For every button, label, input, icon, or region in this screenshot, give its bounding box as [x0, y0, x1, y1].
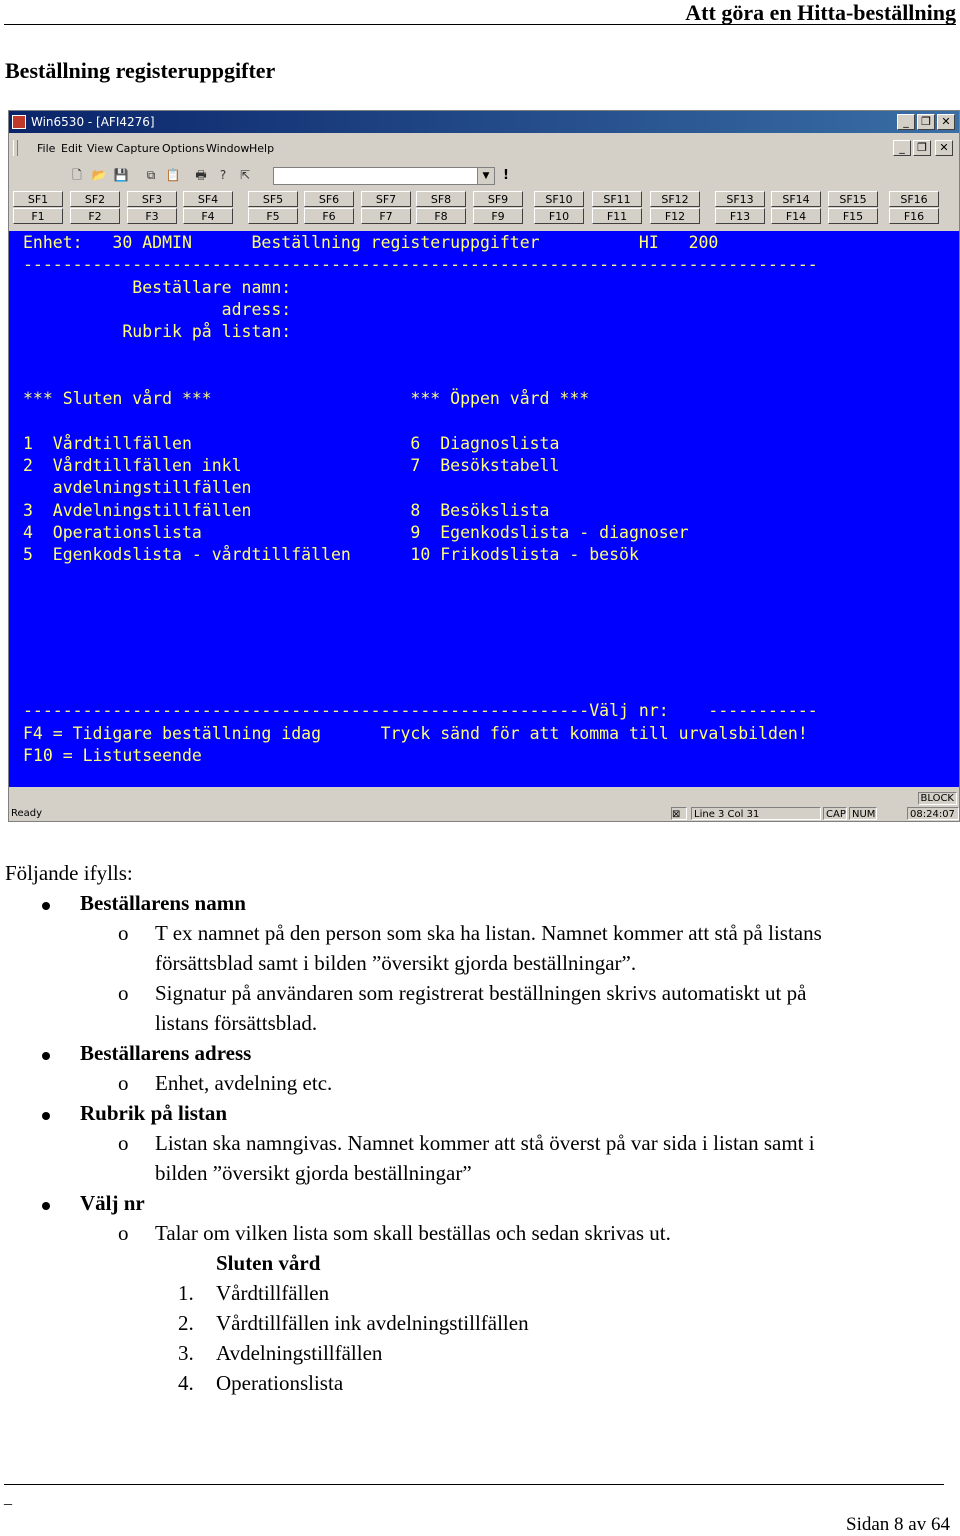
fkey-top-12[interactable]: SF12	[650, 191, 700, 207]
cap-indicator: CAP	[823, 807, 847, 820]
copy-icon[interactable]: ⧉	[146, 168, 156, 182]
fkey-bottom-12[interactable]: F12	[650, 208, 700, 224]
menu-help[interactable]: Help	[249, 142, 275, 155]
paragraph-line: Signatur på användaren som registrerat beställningen skrivs automatiskt ut på	[155, 981, 807, 1005]
fkey-top-15[interactable]: SF15	[828, 191, 878, 207]
status-bar	[9, 791, 959, 821]
header-rule	[4, 24, 956, 25]
screen-line: 3 Avdelningstillfällen 8 Besökslista	[23, 500, 550, 520]
bullet-icon	[42, 1052, 50, 1060]
context-help-icon[interactable]: ⇱	[239, 168, 251, 182]
screen-line: 1 Vårdtillfällen 6 Diagnoslista	[23, 433, 560, 453]
screen-line: 4 Operationslista 9 Egenkodslista - diagnoser	[23, 522, 689, 542]
fkey-top-2[interactable]: SF2	[70, 191, 120, 207]
menu-options[interactable]: Options	[162, 142, 205, 155]
list-number: 1.	[178, 1281, 194, 1305]
menubar	[9, 137, 959, 159]
bullet-heading-adress: Beställarens adress	[80, 1041, 252, 1065]
paragraph-line: Listan ska namngivas. Namnet kommer att stå överst på var sida i listan samt i	[155, 1131, 815, 1155]
screen-line: F4 = Tidigare beställning idag Tryck sänd för att komma till urvalsbilden!	[23, 723, 808, 743]
num-indicator: NUM	[849, 807, 877, 820]
paragraph-line: T ex namnet på den person som ska ha listan. Namnet kommer att stå på listans	[155, 921, 822, 945]
section-title: Beställning registeruppgifter	[5, 58, 276, 83]
paste-icon[interactable]: 📋	[165, 168, 181, 182]
bullet-heading-valj: Välj nr	[80, 1191, 145, 1215]
paragraph-line: försättsblad samt i bilden ”översikt gjorda beställningar”.	[155, 951, 637, 975]
fkey-bottom-15[interactable]: F15	[828, 208, 878, 224]
screen-line: Beställare namn:	[23, 277, 292, 297]
fkey-top-7[interactable]: SF7	[361, 191, 411, 207]
fkey-top-16[interactable]: SF16	[889, 191, 939, 207]
menu-capture[interactable]: Capture	[116, 142, 160, 155]
list-item: Avdelningstillfällen	[216, 1341, 383, 1365]
paragraph-line: listans försättsblad.	[155, 1011, 318, 1035]
fkey-top-9[interactable]: SF9	[473, 191, 523, 207]
screen-line: avdelningstillfällen	[23, 478, 252, 498]
fkey-bottom-14[interactable]: F14	[771, 208, 821, 224]
footer-dash: _	[4, 1490, 12, 1507]
restore-icon[interactable]: ❐	[917, 114, 935, 130]
fkey-top-6[interactable]: SF6	[304, 191, 354, 207]
screen-line: Enhet: 30 ADMIN Beställning registeruppgifter HI 200	[23, 233, 719, 252]
screen-line: ---------------------------------------------------------Välj nr: -----------	[23, 701, 818, 721]
block-indicator: BLOCK	[918, 792, 958, 805]
sub-heading: Sluten vård	[216, 1251, 321, 1275]
sub-bullet-marker: o	[118, 1221, 129, 1245]
help-icon[interactable]: ?	[219, 168, 227, 182]
page-number: Sidan 8 av 64	[846, 1514, 950, 1535]
bullet-heading-namn: Beställarens namn	[80, 891, 246, 915]
chevron-down-icon[interactable]: ▼	[477, 168, 494, 184]
footer-rule	[4, 1484, 944, 1485]
fkey-bottom-8[interactable]: F8	[416, 208, 466, 224]
terminal-window-screenshot	[8, 110, 960, 822]
screen-line: adress:	[23, 299, 292, 319]
sub-bullet-marker: o	[118, 1071, 129, 1095]
status-ready: Ready	[11, 808, 43, 819]
screen-line: --------------------------------------------------------------------------------	[23, 255, 818, 275]
bullet-icon	[42, 1112, 50, 1120]
paragraph-line: bilden ”översikt gjorda beställningar”	[155, 1161, 472, 1185]
minimize-icon[interactable]: _	[897, 114, 915, 130]
list-number: 4.	[178, 1371, 194, 1395]
fkey-top-5[interactable]: SF5	[248, 191, 298, 207]
fkey-top-3[interactable]: SF3	[127, 191, 177, 207]
mdi-restore-icon[interactable]: ❐	[913, 140, 931, 156]
print-icon[interactable]: 🖶	[195, 168, 207, 182]
clock: 08:24:07	[907, 807, 959, 820]
lock-icon: ⊠	[671, 807, 687, 820]
bullet-icon	[42, 1202, 50, 1210]
list-item: Vårdtillfällen	[216, 1281, 330, 1305]
paragraph-line: Enhet, avdelning etc.	[155, 1071, 333, 1095]
menu-file[interactable]: File	[37, 142, 56, 155]
intro-text: Följande ifylls:	[5, 861, 133, 885]
paragraph-line: Talar om vilken lista som skall beställas och sedan skrivas ut.	[155, 1221, 671, 1245]
window-title: Win6530 - [AFI4276]	[31, 115, 155, 129]
toolbar-combobox[interactable]	[273, 167, 495, 185]
mdi-minimize-icon[interactable]: _	[893, 140, 911, 156]
window-titlebar	[9, 111, 959, 133]
screen-line: 2 Vårdtillfällen inkl 7 Besökstabell	[23, 456, 560, 475]
fkey-bottom-5[interactable]: F5	[248, 208, 298, 224]
app-icon	[12, 115, 26, 129]
list-item: Vårdtillfällen ink avdelningstillfällen	[216, 1311, 529, 1335]
fkey-bottom-1[interactable]: F1	[13, 208, 63, 224]
fkey-top-8[interactable]: SF8	[416, 191, 466, 207]
menu-window[interactable]: Window	[206, 142, 250, 155]
function-key-bar	[13, 191, 955, 227]
open-folder-icon[interactable]: 📂	[91, 168, 107, 182]
fkey-bottom-16[interactable]: F16	[889, 208, 939, 224]
fkey-top-4[interactable]: SF4	[183, 191, 233, 207]
list-item: Operationslista	[216, 1371, 344, 1395]
screen-line: *** Sluten vård *** *** Öppen vård ***	[23, 389, 590, 409]
fkey-top-14[interactable]: SF14	[771, 191, 821, 207]
document-title: Att göra en Hitta-beställning	[685, 0, 956, 25]
fkey-bottom-13[interactable]: F13	[715, 208, 765, 224]
sub-bullet-marker: o	[118, 981, 129, 1005]
screen-line: F10 = Listutseende	[23, 745, 202, 765]
fkey-top-11[interactable]: SF11	[592, 191, 642, 207]
cursor-position: Line 3 Col 31	[691, 807, 821, 820]
exclamation-icon[interactable]: !	[503, 168, 509, 183]
fkey-bottom-2[interactable]: F2	[70, 208, 120, 224]
fkey-bottom-11[interactable]: F11	[592, 208, 642, 224]
screen-line: 5 Egenkodslista - vårdtillfällen 10 Frikodslista - besök	[23, 545, 639, 565]
fkey-bottom-9[interactable]: F9	[473, 208, 523, 224]
fkey-bottom-6[interactable]: F6	[304, 208, 354, 224]
sub-bullet-marker: o	[118, 921, 129, 945]
fkey-bottom-7[interactable]: F7	[361, 208, 411, 224]
fkey-bottom-4[interactable]: F4	[183, 208, 233, 224]
bullet-icon	[42, 902, 50, 910]
list-number: 3.	[178, 1341, 194, 1365]
bullet-heading-rubrik: Rubrik på listan	[80, 1101, 228, 1125]
new-document-icon[interactable]: 🗋	[72, 168, 82, 182]
mdi-close-icon[interactable]: ✕	[935, 140, 953, 156]
save-icon[interactable]: 💾	[113, 168, 129, 182]
list-number: 2.	[178, 1311, 194, 1335]
screen-line: Rubrik på listan:	[23, 322, 292, 342]
sub-bullet-marker: o	[118, 1131, 129, 1155]
close-icon[interactable]: ✕	[937, 114, 955, 130]
terminal-screen	[9, 231, 959, 787]
fkey-top-1[interactable]: SF1	[13, 191, 63, 207]
menu-view[interactable]: View	[87, 142, 114, 155]
fkey-top-10[interactable]: SF10	[534, 191, 584, 207]
menu-edit[interactable]: Edit	[61, 142, 83, 155]
fkey-bottom-10[interactable]: F10	[534, 208, 584, 224]
fkey-top-13[interactable]: SF13	[715, 191, 765, 207]
fkey-bottom-3[interactable]: F3	[127, 208, 177, 224]
